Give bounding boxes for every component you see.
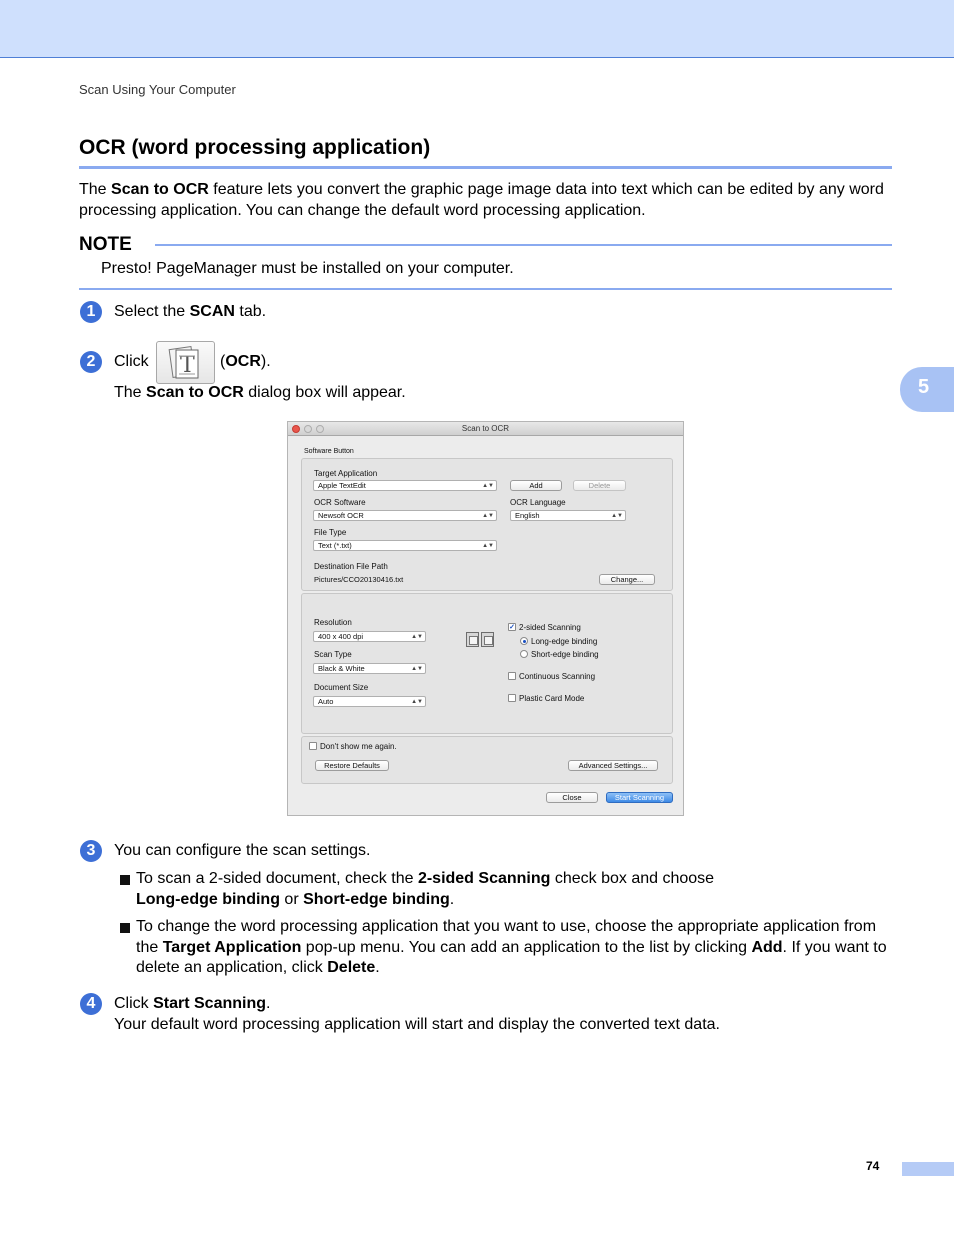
- add-button[interactable]: Add: [510, 480, 562, 491]
- document-size-label: Document Size: [314, 683, 369, 692]
- step-4-number: 4: [80, 993, 102, 1015]
- ocr-software-label: OCR Software: [314, 498, 366, 507]
- step-2-click-text: Click: [114, 353, 149, 370]
- top-band: [0, 0, 954, 58]
- step-1-number: 1: [80, 301, 102, 323]
- chapter-number: 5: [918, 376, 930, 398]
- dialog-titlebar: [288, 422, 683, 436]
- section-title: OCR (word processing application): [79, 136, 431, 159]
- long-edge-radio[interactable]: [520, 637, 528, 645]
- note-text: Presto! PageManager must be installed on your computer.: [101, 260, 514, 277]
- bullet-2-marker: [120, 923, 130, 933]
- bullet-1-marker: [120, 875, 130, 885]
- resolution-label: Resolution: [314, 618, 352, 627]
- title-rule: [79, 166, 892, 169]
- note-end-rule: [79, 288, 892, 290]
- change-button[interactable]: Change...: [599, 574, 655, 585]
- file-type-select[interactable]: Text (*.txt) ▲▼: [313, 540, 497, 551]
- continuous-label: Continuous Scanning: [519, 672, 596, 681]
- step-2-number: 2: [80, 351, 102, 373]
- resolution-select[interactable]: 400 x 400 dpi ▲▼: [313, 631, 426, 642]
- software-button-label: Software Button: [304, 448, 354, 455]
- target-app-label: Target Application: [314, 469, 378, 478]
- ocr-language-label: OCR Language: [510, 498, 566, 507]
- start-scanning-button[interactable]: Start Scanning: [606, 792, 673, 803]
- step-3-text: You can configure the scan settings.: [114, 842, 371, 859]
- plastic-card-checkbox[interactable]: [508, 694, 516, 702]
- scan-type-label: Scan Type: [314, 650, 352, 659]
- plastic-card-label: Plastic Card Mode: [519, 694, 585, 703]
- page-number-bar: [902, 1162, 954, 1176]
- bullet-1-text: To scan a 2-sided document, check the 2-sided Scanning check box and choose Long-edge binding or Short-edge binding.: [136, 870, 715, 908]
- continuous-checkbox[interactable]: [508, 672, 516, 680]
- short-edge-radio[interactable]: [520, 650, 528, 658]
- target-app-select[interactable]: Apple TextEdit ▲▼: [313, 480, 497, 491]
- long-edge-label: Long-edge binding: [531, 637, 598, 646]
- bullet-2-text: To change the word processing application that you want to use, choose the appropriate application from the Target Application pop-up menu. You can add an application to the list by clicking Add. If you want to delete an application, click Delete.: [136, 918, 887, 976]
- advanced-settings-button[interactable]: Advanced Settings...: [568, 760, 658, 771]
- svg-text:T: T: [180, 353, 195, 378]
- destination-path: Pictures/CCO20130416.txt: [314, 575, 404, 584]
- dialog-title: Scan to OCR: [461, 424, 510, 433]
- ocr-language-select[interactable]: English ▲▼: [510, 510, 626, 521]
- close-button[interactable]: Close: [546, 792, 598, 803]
- ocr-button-icon: [156, 341, 215, 384]
- ocr-software-select[interactable]: Newsoft OCR ▲▼: [313, 510, 497, 521]
- duplex-page-front-icon: [466, 632, 479, 647]
- short-edge-label: Short-edge binding: [531, 650, 599, 659]
- step-2-subtext: The Scan to OCR dialog box will appear.: [114, 384, 406, 401]
- dont-show-label: Don't show me again.: [320, 742, 397, 751]
- duplex-page-back-icon: [481, 632, 494, 647]
- document-size-select[interactable]: Auto ▲▼: [313, 696, 426, 707]
- step-2-ocr-label: (OCR).: [220, 353, 271, 370]
- running-head: Scan Using Your Computer: [79, 82, 236, 97]
- two-sided-checkbox[interactable]: ✓: [509, 624, 515, 631]
- step-4-text: Click Start Scanning. Your default word processing application will start and display the converted text data.: [114, 995, 720, 1033]
- intro-paragraph: The Scan to OCR feature lets you convert the graphic page image data into text which can be edited by any word processing application. You can change the default word processing application.: [79, 181, 884, 219]
- destination-label: Destination File Path: [314, 562, 388, 571]
- delete-button[interactable]: Delete: [573, 480, 626, 491]
- restore-defaults-button[interactable]: Restore Defaults: [315, 760, 389, 771]
- note-rule: [155, 244, 892, 246]
- page-number: 74: [866, 1159, 880, 1173]
- step-3-number: 3: [80, 840, 102, 862]
- dont-show-checkbox[interactable]: [309, 742, 317, 750]
- step-1-text: Select the SCAN tab.: [114, 303, 267, 320]
- scan-type-select[interactable]: Black & White ▲▼: [313, 663, 426, 674]
- scan-to-ocr-dialog: [287, 421, 684, 816]
- note-label: NOTE: [79, 234, 132, 255]
- file-type-label: File Type: [314, 528, 347, 537]
- two-sided-label: 2-sided Scanning: [519, 623, 581, 632]
